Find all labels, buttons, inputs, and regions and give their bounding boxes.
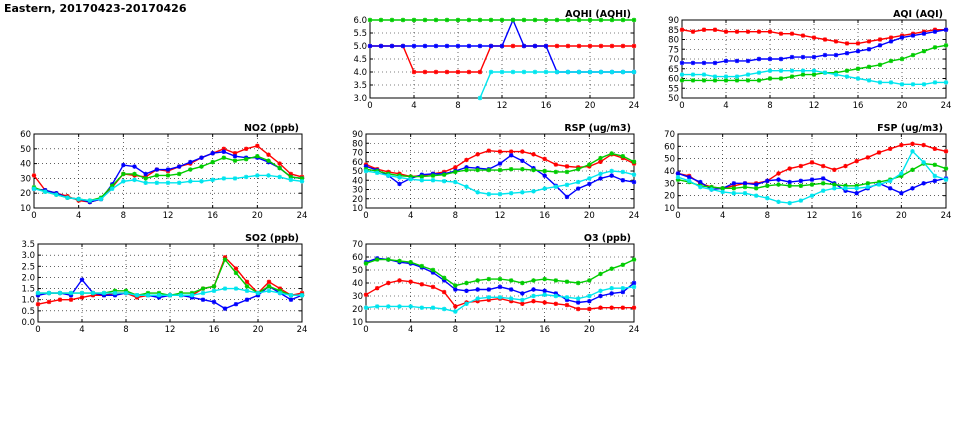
svg-text:80: 80 [352,139,363,150]
svg-text:50: 50 [20,144,31,155]
svg-text:24: 24 [940,101,952,111]
svg-text:3.5: 3.5 [353,81,367,91]
svg-text:12: 12 [494,325,506,335]
page-title: Eastern, 20170423-20170426 [4,2,187,15]
svg-text:75: 75 [668,45,679,56]
svg-text:90: 90 [668,16,679,26]
svg-text:70: 70 [668,55,679,65]
svg-text:12: 12 [806,211,818,221]
chart-title-so2: SO2 (ppb) [245,233,299,244]
chart-panel-rsp [340,122,640,226]
chart-aqi [652,8,952,116]
svg-text:8: 8 [452,325,459,335]
svg-text:10: 10 [352,204,363,214]
svg-text:20: 20 [20,189,31,200]
svg-text:70: 70 [352,240,363,250]
svg-text:12: 12 [496,101,508,111]
svg-text:0: 0 [367,101,373,111]
svg-text:8: 8 [123,325,129,335]
svg-text:10: 10 [664,204,675,214]
svg-text:24: 24 [628,211,640,221]
svg-text:40: 40 [352,279,363,289]
svg-text:2.0: 2.0 [21,273,35,284]
svg-text:4.5: 4.5 [353,55,367,65]
svg-text:20: 20 [352,305,363,315]
chart-title-aqhi: AQHI (AQHI) [565,9,631,20]
svg-text:0: 0 [31,211,37,221]
svg-text:50: 50 [668,94,679,104]
svg-text:70: 70 [352,148,363,159]
svg-text:65: 65 [668,64,679,75]
svg-text:3.5: 3.5 [21,240,35,250]
chart-panel-aqhi [340,8,640,116]
svg-text:16: 16 [208,325,220,335]
series-markers-blue [680,28,948,66]
svg-text:4: 4 [407,325,414,335]
svg-text:0: 0 [363,325,369,335]
svg-text:30: 30 [352,185,363,196]
svg-text:40: 40 [664,167,675,177]
svg-text:8: 8 [452,211,459,221]
svg-text:12: 12 [164,325,176,335]
svg-text:20: 20 [584,101,596,111]
svg-text:50: 50 [664,154,675,165]
chart-title-no2: NO2 (ppb) [243,123,299,134]
svg-text:10: 10 [20,204,31,214]
svg-text:50: 50 [352,266,363,276]
svg-text:0.5: 0.5 [21,306,35,317]
svg-text:60: 60 [352,253,363,263]
svg-text:4: 4 [75,211,82,221]
svg-text:60: 60 [352,157,363,168]
svg-text:0.0: 0.0 [21,318,35,328]
svg-text:4: 4 [79,325,85,335]
svg-text:55: 55 [668,84,679,95]
chart-aqhi [340,8,640,116]
svg-text:4: 4 [407,211,414,221]
svg-text:4: 4 [723,101,729,111]
svg-text:3.0: 3.0 [21,251,35,262]
svg-text:10: 10 [352,318,363,328]
chart-fsp [652,122,952,226]
series-markers-green [676,161,948,190]
svg-text:1.0: 1.0 [21,295,35,306]
svg-text:8: 8 [120,211,127,221]
svg-text:12: 12 [808,101,820,111]
svg-text:6.0: 6.0 [353,16,367,26]
svg-text:60: 60 [664,142,675,153]
svg-text:12: 12 [494,211,506,221]
chart-o3 [340,232,640,340]
svg-text:70: 70 [664,130,675,140]
svg-text:40: 40 [352,176,363,187]
svg-text:60: 60 [20,130,31,140]
svg-text:1.5: 1.5 [21,284,35,295]
chart-title-o3: O3 (ppb) [583,233,631,244]
svg-text:5.0: 5.0 [353,42,367,52]
series-markers-cyan [676,149,948,205]
svg-text:20: 20 [583,325,595,335]
svg-text:24: 24 [940,211,952,221]
chart-panel-aqi [652,8,952,116]
svg-text:30: 30 [20,174,31,185]
chart-panel-fsp [652,122,952,226]
svg-text:12: 12 [162,211,174,221]
svg-text:4: 4 [719,211,726,221]
svg-text:24: 24 [628,325,640,335]
chart-title-fsp: FSP (ug/m3) [877,123,943,134]
svg-text:0: 0 [675,211,681,221]
svg-text:0: 0 [35,325,41,335]
svg-text:8: 8 [455,101,461,111]
svg-text:30: 30 [352,292,363,302]
svg-text:0: 0 [363,211,369,221]
svg-text:20: 20 [251,211,263,221]
svg-text:20: 20 [352,194,363,205]
svg-text:16: 16 [207,211,219,221]
svg-text:4: 4 [411,101,417,111]
chart-panel-o3 [340,232,640,340]
series-cyan [34,175,302,200]
svg-text:8: 8 [764,211,771,221]
svg-text:40: 40 [20,159,31,170]
svg-text:16: 16 [852,101,864,111]
chart-panel-no2 [8,122,308,226]
svg-text:16: 16 [851,211,863,221]
svg-text:16: 16 [539,211,551,221]
svg-text:8: 8 [767,101,773,111]
svg-text:2.5: 2.5 [21,262,35,273]
svg-text:20: 20 [895,211,907,221]
chart-no2 [8,122,308,226]
svg-text:4.0: 4.0 [353,68,367,78]
svg-text:0: 0 [679,101,685,111]
svg-text:85: 85 [668,25,679,36]
svg-text:20: 20 [583,211,595,221]
chart-title-aqi: AQI (AQI) [893,9,943,20]
svg-text:90: 90 [352,130,363,140]
chart-rsp [340,122,640,226]
svg-text:30: 30 [664,179,675,190]
chart-so2 [8,232,308,340]
svg-text:24: 24 [628,101,640,111]
svg-text:5.5: 5.5 [353,29,367,39]
svg-text:20: 20 [896,101,908,111]
svg-text:20: 20 [664,191,675,202]
svg-text:16: 16 [540,101,552,111]
svg-text:3.0: 3.0 [353,94,367,104]
svg-text:80: 80 [668,35,679,46]
svg-text:60: 60 [668,74,679,85]
chart-title-rsp: RSP (ug/m3) [564,123,631,134]
svg-text:24: 24 [296,325,308,335]
svg-text:20: 20 [252,325,264,335]
chart-panel-so2 [8,232,308,340]
svg-text:24: 24 [296,211,308,221]
svg-text:50: 50 [352,167,363,177]
svg-text:16: 16 [539,325,551,335]
